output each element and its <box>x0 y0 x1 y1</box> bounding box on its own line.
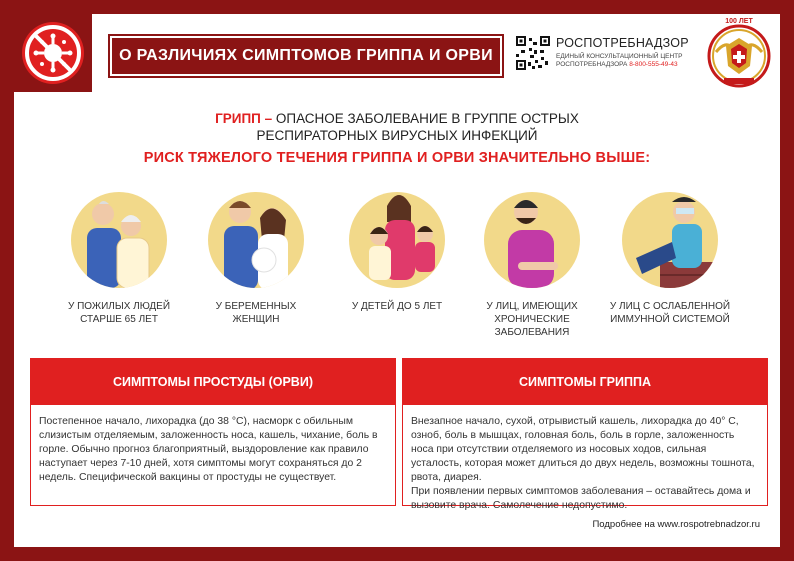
group-label <box>605 300 735 326</box>
more-info-link[interactable]: Подробнее на www.rospotrebnadzor.ru <box>592 519 760 530</box>
group-label-line1: У ЛИЦ, ИМЕЮЩИХ <box>486 301 578 312</box>
intro-line1: ОПАСНОЕ ЗАБОЛЕВАНИЕ В ГРУППЕ ОСТРЫХ <box>272 111 579 126</box>
virus-prohibited-icon <box>22 22 84 84</box>
emblem-label: 100 ЛЕТ <box>725 18 753 25</box>
group-label <box>191 300 321 326</box>
org-info <box>556 36 706 69</box>
intro-text <box>14 110 780 144</box>
flu-symptoms-panel <box>402 358 768 511</box>
group-label-line2: ИММУННОЙ СИСТЕМОЙ <box>610 314 730 325</box>
risk-groups <box>14 182 780 342</box>
pregnant-couple-icon <box>208 192 304 288</box>
group-label-line2: ЖЕНЩИН <box>232 314 280 325</box>
group-label <box>54 300 184 326</box>
anniversary-emblem-icon <box>706 18 772 92</box>
org-phone[interactable]: 8-800-555-49-43 <box>629 61 678 68</box>
group-chronic <box>467 182 597 339</box>
group-label <box>467 300 597 339</box>
intro-line2: РЕСПИРАТОРНЫХ ВИРУСНЫХ ИНФЕКЦИЙ <box>256 128 538 143</box>
group-elderly <box>54 182 184 326</box>
no-virus-logo <box>14 14 92 92</box>
group-children <box>332 182 462 313</box>
group-immune <box>605 182 735 326</box>
group-label-line1: У ДЕТЕЙ ДО 5 ЛЕТ <box>351 301 443 312</box>
group-label <box>332 300 462 313</box>
cold-symptoms-panel <box>30 358 396 506</box>
group-label-line1: У БЕРЕМЕННЫХ <box>215 301 297 312</box>
qr-code-icon[interactable] <box>516 36 550 70</box>
flu-symptoms-body <box>403 405 767 523</box>
flu-symptoms-text: Внезапное начало, сухой, отрывистый кашель, лихорадка до 40° С, озноб, боль в мышцах, головная боль, боль в горле, заложенность носа при отсутствии отделяемого из носовых ходов, сильная усталость, которая может длиться до двух недель, возможны тошнота, рвота, диарея. <box>411 416 755 483</box>
cold-symptoms-title: СИМПТОМЫ ПРОСТУДЫ (ОРВИ) <box>31 359 395 405</box>
group-label-line2: СТАРШЕ 65 ЛЕТ <box>80 314 158 325</box>
flu-advice-text: При появлении первых симптомов заболевания – оставайтесь дома и вызовите врача. Самолечение недопустимо. <box>411 486 751 511</box>
title-text: О РАЗЛИЧИЯХ СИМПТОМОВ ГРИППА И ОРВИ <box>119 47 493 64</box>
intro-term: ГРИПП – <box>215 111 273 126</box>
risk-heading: РИСК ТЯЖЕЛОГО ТЕЧЕНИЯ ГРИППА И ОРВИ ЗНАЧИТЕЛЬНО ВЫШЕ: <box>143 150 651 166</box>
group-label-line1: У ПОЖИЛЫХ ЛЮДЕЙ <box>67 301 171 312</box>
cold-symptoms-text: Постепенное начало, лихорадка (до 38 °С), насморк с обильным слизистым отделяемым, заложенность носа, кашель, чихание, боль в горле. Обычно прогноз благоприятный, выздоровление как правило наступает через 7-10 дней, хотя симптомы могут сохраняться до 2 недель. Специфической вакцины от простуды не существует. <box>39 416 378 483</box>
flu-symptoms-title: СИМПТОМЫ ГРИППА <box>403 359 767 405</box>
header <box>14 14 780 96</box>
weakened-immunity-icon <box>622 192 718 288</box>
children-icon <box>349 192 445 288</box>
group-label-line1: У ЛИЦ С ОСЛАБЛЕННОЙ <box>609 301 731 312</box>
org-subtitle <box>556 53 706 69</box>
poster <box>14 14 780 547</box>
group-pregnant <box>191 182 321 326</box>
elderly-people-icon <box>71 192 167 288</box>
org-line2: РОСПОТРЕБНАДЗОРА <box>556 61 628 68</box>
page-title <box>110 36 502 76</box>
org-line1: ЕДИНЫЙ КОНСУЛЬТАЦИОННЫЙ ЦЕНТР <box>556 53 683 60</box>
org-name: РОСПОТРЕБНАДЗОР <box>556 36 689 50</box>
group-label-line2: ХРОНИЧЕСКИЕ ЗАБОЛЕВАНИЯ <box>494 314 570 338</box>
chronic-illness-icon <box>484 192 580 288</box>
